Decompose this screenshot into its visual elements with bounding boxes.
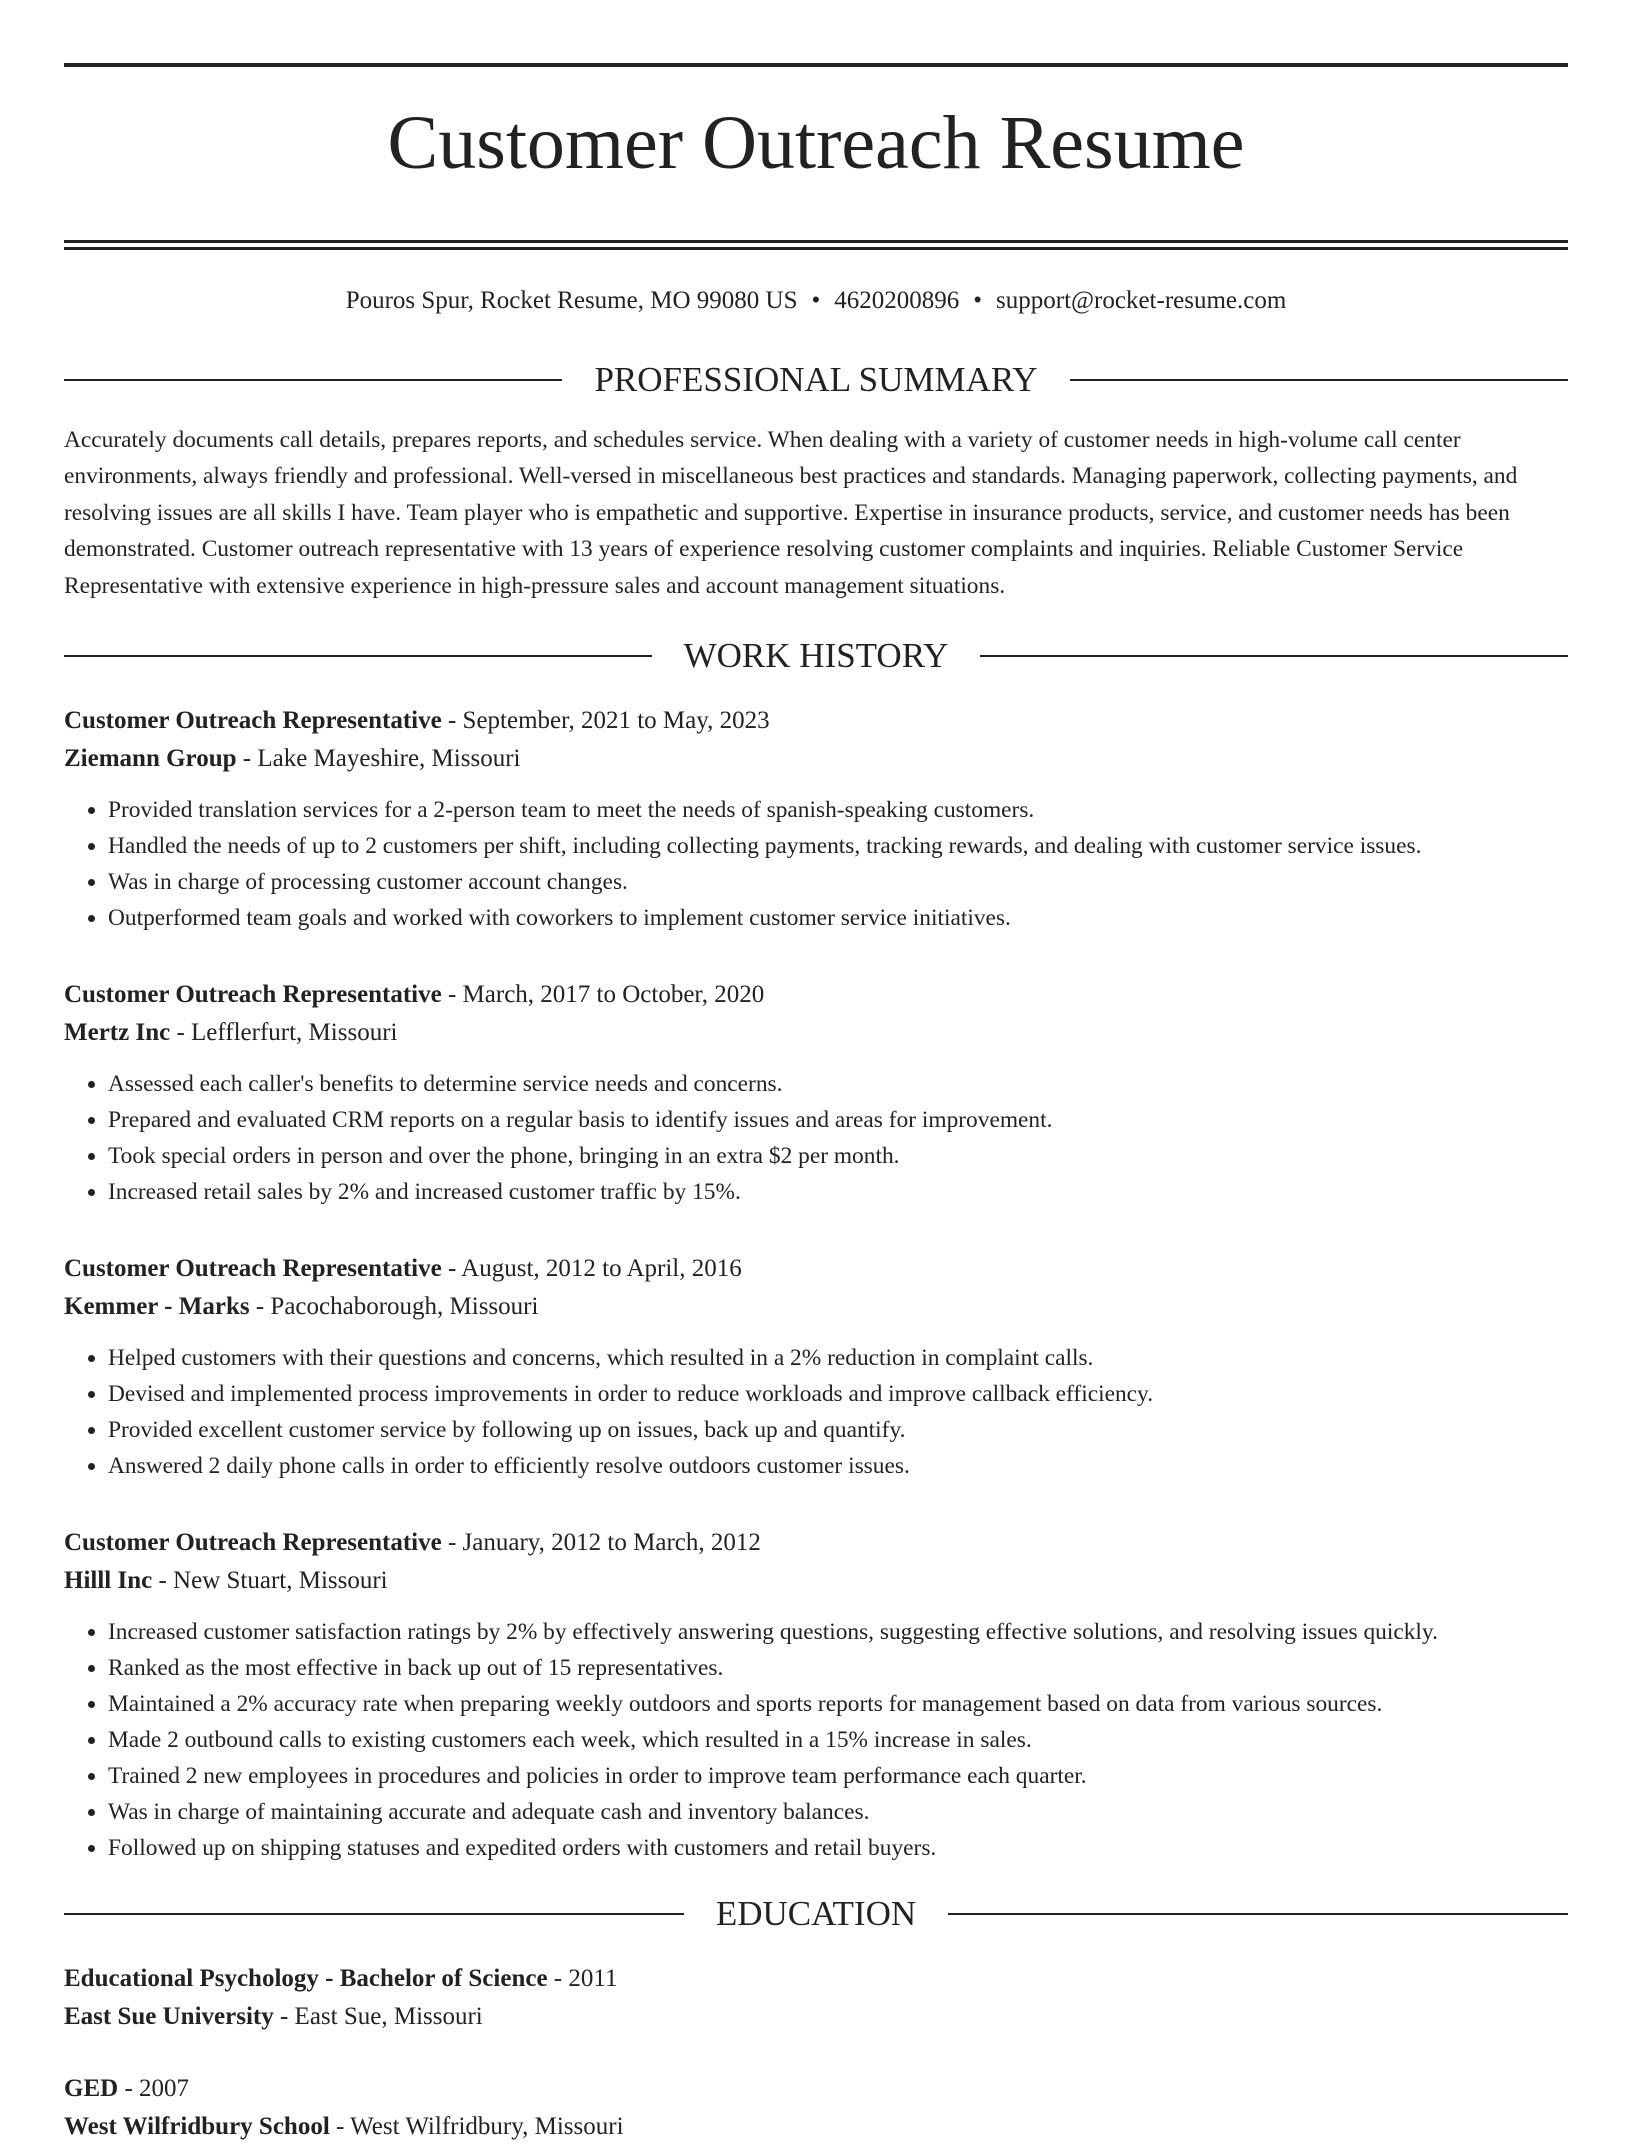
job-bullet: • Helped customers with their questions and concerns, which resulted in a 2% reduction in complaint calls. — [108, 1340, 1568, 1376]
job-company-line — [64, 1288, 1568, 1326]
job-bullet: • Trained 2 new employees in procedures and policies in order to improve team performance each quarter. — [108, 1758, 1568, 1794]
top-rule — [64, 63, 1568, 67]
job-bullet: • Provided translation services for a 2-person team to meet the needs of spanish-speaking customers. — [108, 792, 1568, 828]
job-title-line — [64, 976, 1568, 1014]
job-title: Customer Outreach Representative — [64, 1255, 442, 1283]
contact-phone: 4620200896 — [834, 286, 960, 314]
job-title-line — [64, 1524, 1568, 1562]
resume-page — [64, 0, 1568, 2146]
work-section-heading — [64, 634, 1568, 678]
job-company-line — [64, 1014, 1568, 1052]
job-company-line — [64, 740, 1568, 778]
job-location: - Lake Mayeshire, Missouri — [236, 745, 521, 773]
education-degree: GED — [64, 2075, 119, 2103]
job-location: - Lefflerfurt, Missouri — [170, 1019, 398, 1047]
education-year: - 2011 — [547, 1965, 618, 1993]
job-location: - Pacochaborough, Missouri — [249, 1293, 539, 1321]
job-dates: - August, 2012 to April, 2016 — [441, 1255, 742, 1283]
education-heading: EDUCATION — [715, 1894, 917, 1934]
job-bullet: • Increased retail sales by 2% and increased customer traffic by 15%. — [108, 1174, 1568, 1210]
education-year: - 2007 — [118, 2075, 190, 2103]
job-bullet: • Followed up on shipping statuses and expedited orders with customers and retail buyers. — [108, 1830, 1568, 1866]
summary-section-heading — [64, 358, 1568, 402]
job-company: Mertz Inc — [64, 1019, 171, 1047]
resume-title: Customer Outreach Resume — [387, 101, 1245, 185]
heading-rule-right — [1070, 379, 1568, 381]
job-title-line — [64, 1250, 1568, 1288]
job-dates: - January, 2012 to March, 2012 — [441, 1529, 761, 1557]
job-bullet: • Handled the needs of up to 2 customers per shift, including collecting payments, tracking rewards, and dealing with customer service issues. — [108, 828, 1568, 864]
job-location: - New Stuart, Missouri — [152, 1567, 388, 1595]
contact-separator: • — [973, 286, 983, 314]
job-title-line — [64, 702, 1568, 740]
job-company-line — [64, 1562, 1568, 1600]
job-title: Customer Outreach Representative — [64, 1529, 442, 1557]
heading-rule-right — [948, 1913, 1568, 1915]
job-title: Customer Outreach Representative — [64, 981, 442, 1009]
job-bullet: • Took special orders in person and over the phone, bringing in an extra $2 per month. — [108, 1138, 1568, 1174]
contact-address: Pouros Spur, Rocket Resume, MO 99080 US — [345, 286, 798, 314]
job-bullet: • Devised and implemented process improvements in order to reduce workloads and improve callback efficiency. — [108, 1376, 1568, 1412]
heading-rule-right — [980, 655, 1568, 657]
job-bullet: • Made 2 outbound calls to existing customers each week, which resulted in a 15% increase in sales. — [108, 1722, 1568, 1758]
job-bullet: • Increased customer satisfaction ratings by 2% by effectively answering questions, suggesting effective solutions, and resolving issues quickly. — [108, 1614, 1568, 1650]
education-school: East Sue University — [64, 2003, 274, 2031]
job-dates: - September, 2021 to May, 2023 — [441, 707, 770, 735]
job-company: Hilll Inc — [64, 1567, 153, 1595]
education-school: West Wilfridbury School — [64, 2113, 330, 2141]
job-entry — [64, 1524, 1568, 1866]
education-school-line — [64, 2108, 1568, 2146]
contact-email: support@rocket-resume.com — [996, 286, 1287, 314]
heading-rule-left — [64, 1913, 684, 1915]
education-location: - West Wilfridbury, Missouri — [329, 2113, 624, 2141]
job-bullet: • Prepared and evaluated CRM reports on a regular basis to identify issues and areas for improvement. — [108, 1102, 1568, 1138]
job-entry — [64, 976, 1568, 1210]
title-double-rule — [64, 240, 1568, 250]
contact-separator: • — [811, 286, 821, 314]
job-entry — [64, 1250, 1568, 1484]
job-bullet-list — [64, 792, 1568, 936]
job-bullet: • Maintained a 2% accuracy rate when preparing weekly outdoors and sports reports for management based on data from various sources. — [108, 1686, 1568, 1722]
job-bullet-list — [64, 1066, 1568, 1210]
contact-line — [64, 284, 1568, 318]
job-company: Kemmer - Marks — [64, 1293, 250, 1321]
job-bullet: • Answered 2 daily phone calls in order to efficiently resolve outdoors customer issues. — [108, 1448, 1568, 1484]
education-location: - East Sue, Missouri — [273, 2003, 483, 2031]
education-school-line — [64, 1998, 1568, 2036]
job-bullet: • Was in charge of maintaining accurate and adequate cash and inventory balances. — [108, 1794, 1568, 1830]
job-dates: - March, 2017 to October, 2020 — [441, 981, 765, 1009]
education-degree-line — [64, 1960, 1568, 1998]
job-bullet: • Was in charge of processing customer account changes. — [108, 864, 1568, 900]
heading-rule-left — [64, 379, 562, 381]
job-title: Customer Outreach Representative — [64, 707, 442, 735]
job-bullet-list — [64, 1340, 1568, 1484]
education-entry — [64, 1960, 1568, 2036]
heading-rule-left — [64, 655, 652, 657]
education-section-heading — [64, 1892, 1568, 1936]
work-heading: WORK HISTORY — [683, 636, 949, 676]
summary-heading: PROFESSIONAL SUMMARY — [594, 359, 1038, 399]
job-bullet: • Provided excellent customer service by following up on issues, back up and quantify. — [108, 1412, 1568, 1448]
job-entry — [64, 702, 1568, 936]
job-company: Ziemann Group — [64, 745, 237, 773]
job-bullet: • Assessed each caller's benefits to determine service needs and concerns. — [108, 1066, 1568, 1102]
education-entry — [64, 2070, 1568, 2146]
job-bullet: • Outperformed team goals and worked with coworkers to implement customer service initiatives. — [108, 900, 1568, 936]
job-bullet-list — [64, 1614, 1568, 1866]
summary-text: Accurately documents call details, prepares reports, and schedules service. When dealing with a variety of customer needs in high-volume call center environments, always friendly and professional. Well-versed in miscellaneous best practices and standards. Managing paperwork, collecting payments, and resolving issues are all skills I have. Team player who is empathetic and supportive. Expertise in insurance products, service, and customer needs has been demonstrated. Customer outreach representative with 13 years of experience resolving customer complaints and inquiries. Reliable Customer Service Representative with extensive experience in high-pressure sales and account management situations. — [64, 426, 1518, 599]
job-bullet: • Ranked as the most effective in back up out of 15 representatives. — [108, 1650, 1568, 1686]
education-degree-line — [64, 2070, 1568, 2108]
education-degree: Educational Psychology - Bachelor of Science — [64, 1965, 548, 1993]
